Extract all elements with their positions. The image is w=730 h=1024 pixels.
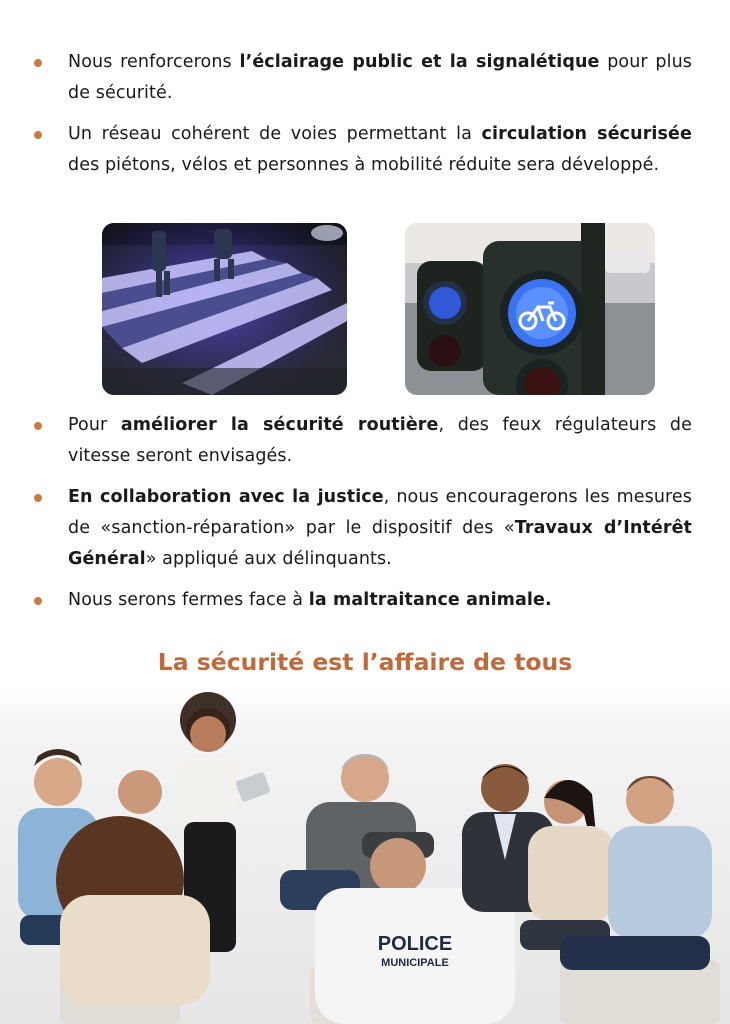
bullet-list-top: [30, 47, 692, 181]
bicycle-traffic-light-photo: [405, 223, 655, 395]
bullet-item: [30, 482, 692, 575]
bullet-text: Nous serons fermes face à: [68, 590, 309, 610]
bullet-list-bottom: [30, 410, 692, 616]
group-meeting-photo: [0, 690, 730, 1024]
bullet-text: Nous renforcerons: [68, 52, 240, 72]
police-label-line1: POLICE: [377, 933, 453, 955]
bullet-emphasis: la maltraitance animale.: [308, 590, 552, 610]
bullet-text: Pour: [68, 415, 121, 435]
bullet-text: , nous encouragerons les mesures de «sanction-réparation» par le dispositif des «: [68, 487, 693, 538]
bullet-emphasis: circulation sécurisée: [481, 124, 692, 144]
bullet-dot-icon: [34, 597, 42, 605]
bullet-emphasis: améliorer la sécurité routière: [120, 415, 439, 435]
bullet-dot-icon: [34, 494, 42, 502]
section-title: La sécurité est l’affaire de tous: [157, 648, 573, 676]
crosswalk-photo: [102, 223, 347, 395]
bullet-text: , des feux régulateurs de vitesse seront envisagés.: [68, 415, 692, 466]
bullet-text: des piétons, vélos et personnes à mobilité réduite sera développé.: [68, 155, 660, 175]
bullet-emphasis: Travaux d’Intérêt Général: [68, 518, 693, 569]
bullet-text: » appliqué aux délinquants.: [145, 549, 392, 569]
bullet-dot-icon: [34, 422, 42, 430]
bullet-text: Un réseau cohérent de voies permettant la: [68, 124, 482, 144]
bullet-item: [30, 119, 692, 181]
bullet-dot-icon: [34, 59, 42, 67]
bullet-emphasis: En collaboration avec la justice: [68, 487, 384, 507]
bullet-text: pour plus de sécurité.: [68, 52, 692, 103]
bullet-item: [30, 47, 692, 109]
bullet-emphasis: l’éclairage public et la signalétique: [239, 52, 600, 72]
bullet-item: [30, 410, 692, 472]
bullet-dot-icon: [34, 131, 42, 139]
bullet-item: [30, 585, 692, 616]
police-label-line2: MUNICIPALE: [381, 957, 449, 969]
